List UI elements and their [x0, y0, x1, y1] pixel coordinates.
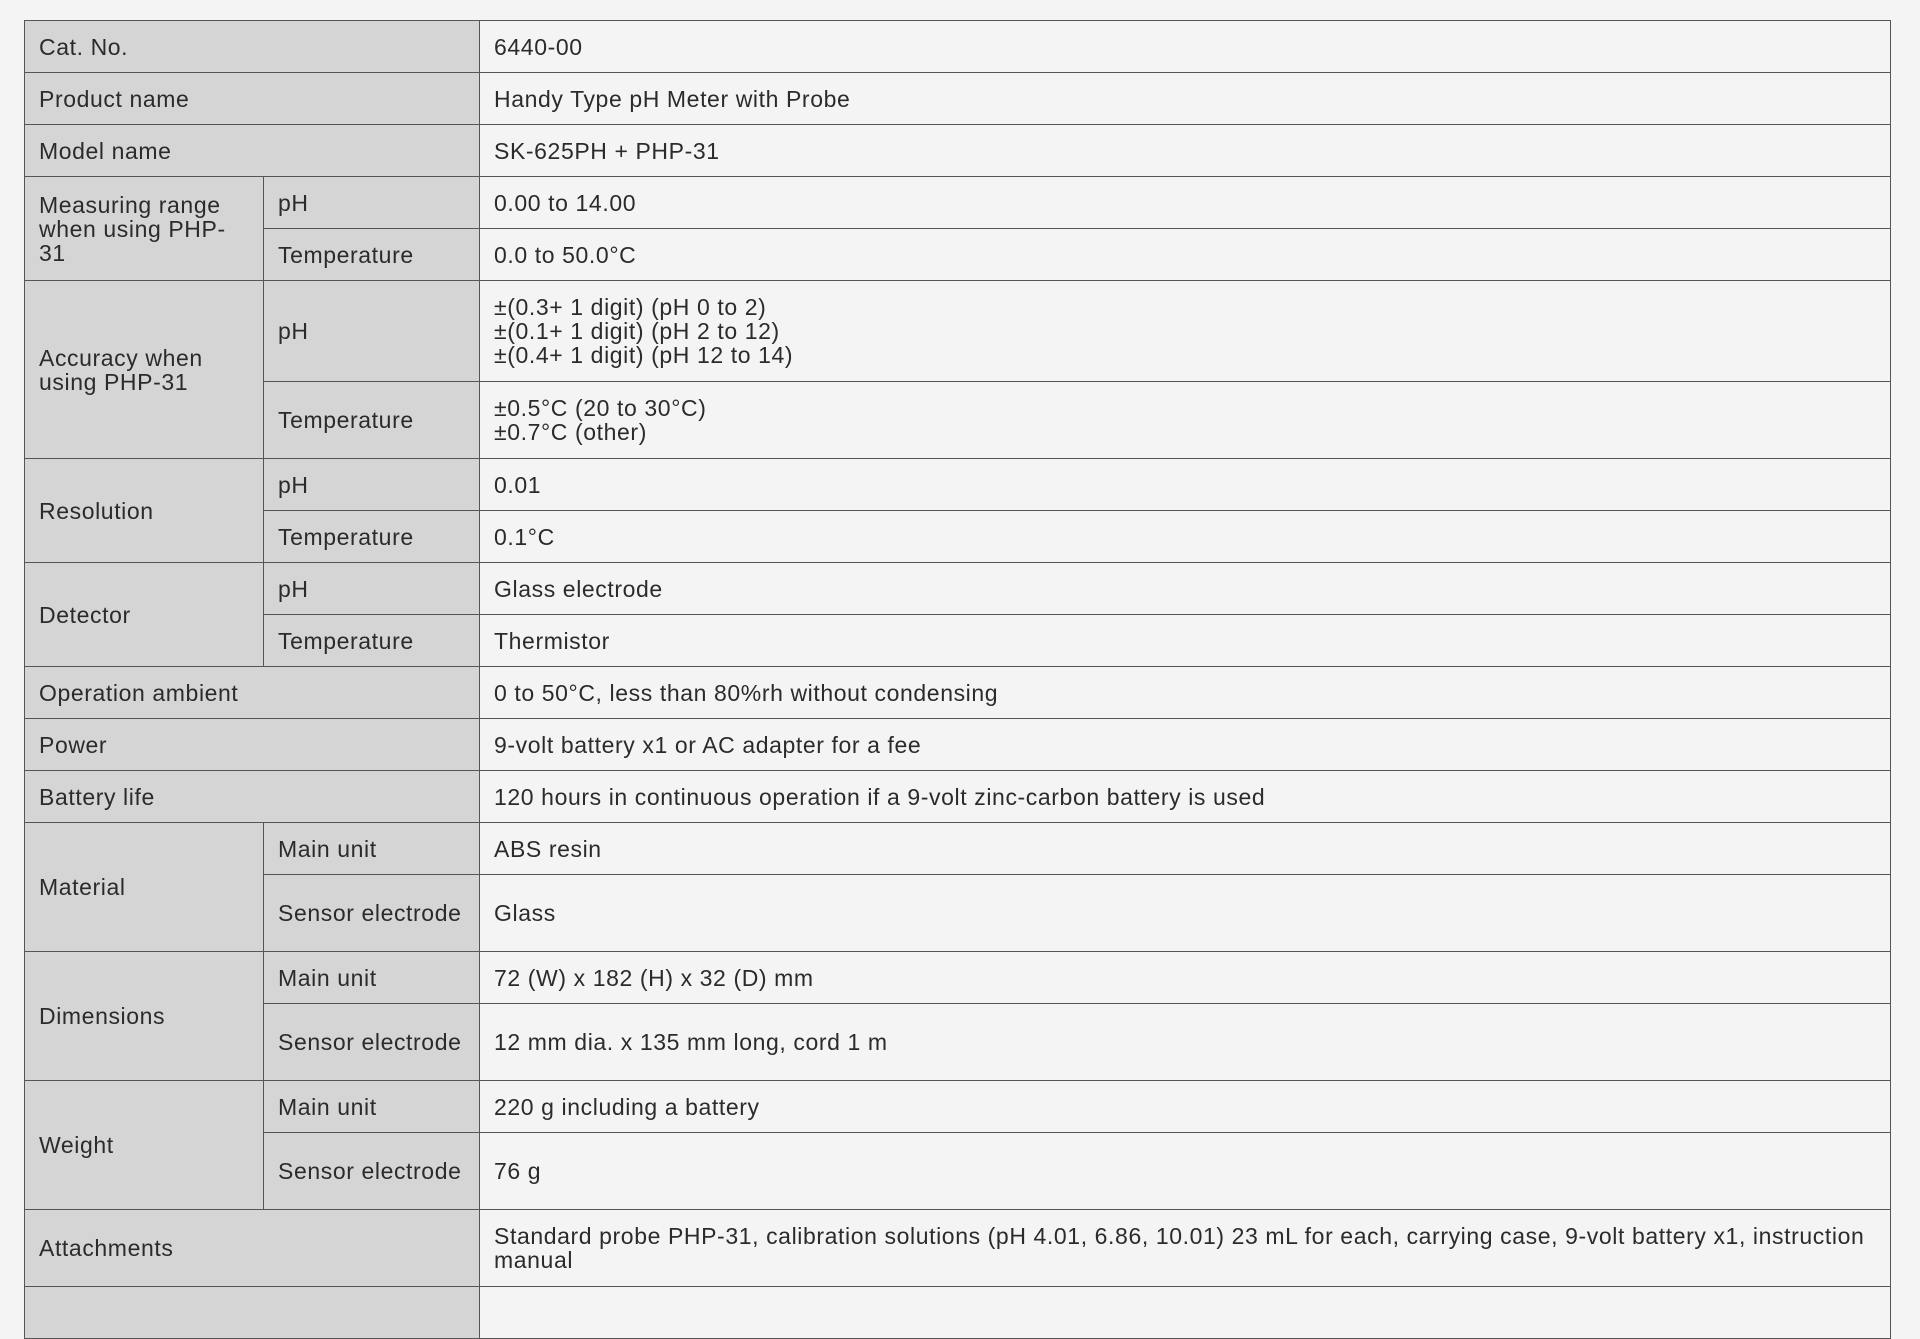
row-value: 0.1°C	[480, 511, 1891, 563]
row-value: 6440-00	[480, 21, 1891, 73]
row-label-cut-off	[25, 1287, 480, 1339]
spec-table-container	[24, 20, 1890, 1339]
group-label-weight: Weight	[25, 1081, 264, 1210]
accuracy-temp-line: ±0.7°C (other)	[494, 419, 647, 445]
row-value: ABS resin	[480, 823, 1891, 875]
table-row-resolution-ph	[25, 459, 1891, 511]
row-value: 0.00 to 14.00	[480, 177, 1891, 229]
sub-label: Main unit	[264, 952, 480, 1004]
group-label-detector: Detector	[25, 563, 264, 667]
table-row-measuring-range-temp	[25, 229, 1891, 281]
table-row-weight-main	[25, 1081, 1891, 1133]
sub-label: Sensor electrode	[264, 875, 480, 952]
table-row-power	[25, 719, 1891, 771]
row-label: Model name	[25, 125, 480, 177]
table-row-detector-ph	[25, 563, 1891, 615]
row-label: Power	[25, 719, 480, 771]
row-value: Glass electrode	[480, 563, 1891, 615]
row-label: Battery life	[25, 771, 480, 823]
row-value: 9-volt battery x1 or AC adapter for a fee	[480, 719, 1891, 771]
sub-label: Sensor electrode	[264, 1133, 480, 1210]
row-value-multiline	[480, 382, 1891, 459]
sub-label: Sensor electrode	[264, 1004, 480, 1081]
table-row-accuracy-ph	[25, 281, 1891, 382]
table-row-detector-temp	[25, 615, 1891, 667]
row-value: SK-625PH + PHP-31	[480, 125, 1891, 177]
table-row-measuring-range-ph	[25, 177, 1891, 229]
group-label-accuracy: Accuracy when using PHP-31	[25, 281, 264, 459]
table-row-dimensions-sensor	[25, 1004, 1891, 1081]
row-value: 0 to 50°C, less than 80%rh without condensing	[480, 667, 1891, 719]
row-value-multiline	[480, 281, 1891, 382]
table-row-material-main	[25, 823, 1891, 875]
row-value: Thermistor	[480, 615, 1891, 667]
accuracy-ph-line: ±(0.3+ 1 digit) (pH 0 to 2)	[494, 294, 767, 320]
group-label-measuring-range: Measuring range when using PHP-31	[25, 177, 264, 281]
sub-label: Main unit	[264, 1081, 480, 1133]
row-label: Operation ambient	[25, 667, 480, 719]
sub-label: Temperature	[264, 382, 480, 459]
sub-label: pH	[264, 281, 480, 382]
table-row-weight-sensor	[25, 1133, 1891, 1210]
row-value: 0.01	[480, 459, 1891, 511]
accuracy-ph-line: ±(0.4+ 1 digit) (pH 12 to 14)	[494, 342, 794, 368]
sub-label: Temperature	[264, 229, 480, 281]
table-row-dimensions-main	[25, 952, 1891, 1004]
sub-label: Main unit	[264, 823, 480, 875]
table-row-operation-ambient	[25, 667, 1891, 719]
group-label-dimensions: Dimensions	[25, 952, 264, 1081]
row-value: Glass	[480, 875, 1891, 952]
table-row-cut-off	[25, 1287, 1891, 1339]
row-value: 120 hours in continuous operation if a 9-volt zinc-carbon battery is used	[480, 771, 1891, 823]
table-row-accuracy-temp	[25, 382, 1891, 459]
spec-table	[24, 20, 1891, 1339]
row-value: 220 g including a battery	[480, 1081, 1891, 1133]
accuracy-ph-line: ±(0.1+ 1 digit) (pH 2 to 12)	[494, 318, 780, 344]
table-row-material-sensor	[25, 875, 1891, 952]
table-row-battery-life	[25, 771, 1891, 823]
sub-label: Temperature	[264, 511, 480, 563]
table-row-product-name	[25, 73, 1891, 125]
accuracy-temp-line: ±0.5°C (20 to 30°C)	[494, 395, 707, 421]
row-value: Handy Type pH Meter with Probe	[480, 73, 1891, 125]
group-label-material: Material	[25, 823, 264, 952]
sub-label: pH	[264, 459, 480, 511]
table-row-attachments	[25, 1210, 1891, 1287]
table-row-resolution-temp	[25, 511, 1891, 563]
row-label: Cat. No.	[25, 21, 480, 73]
table-row-model-name	[25, 125, 1891, 177]
sub-label: pH	[264, 177, 480, 229]
row-label: Attachments	[25, 1210, 480, 1287]
group-label-resolution: Resolution	[25, 459, 264, 563]
row-value-cut-off	[480, 1287, 1891, 1339]
row-value: Standard probe PHP-31, calibration solutions (pH 4.01, 6.86, 10.01) 23 mL for each, carrying case, 9-volt battery x1, instruction manual	[480, 1210, 1891, 1287]
row-value: 12 mm dia. x 135 mm long, cord 1 m	[480, 1004, 1891, 1081]
table-row-cat-no	[25, 21, 1891, 73]
sub-label: pH	[264, 563, 480, 615]
sub-label: Temperature	[264, 615, 480, 667]
row-value: 0.0 to 50.0°C	[480, 229, 1891, 281]
row-label: Product name	[25, 73, 480, 125]
row-value: 76 g	[480, 1133, 1891, 1210]
row-value: 72 (W) x 182 (H) x 32 (D) mm	[480, 952, 1891, 1004]
